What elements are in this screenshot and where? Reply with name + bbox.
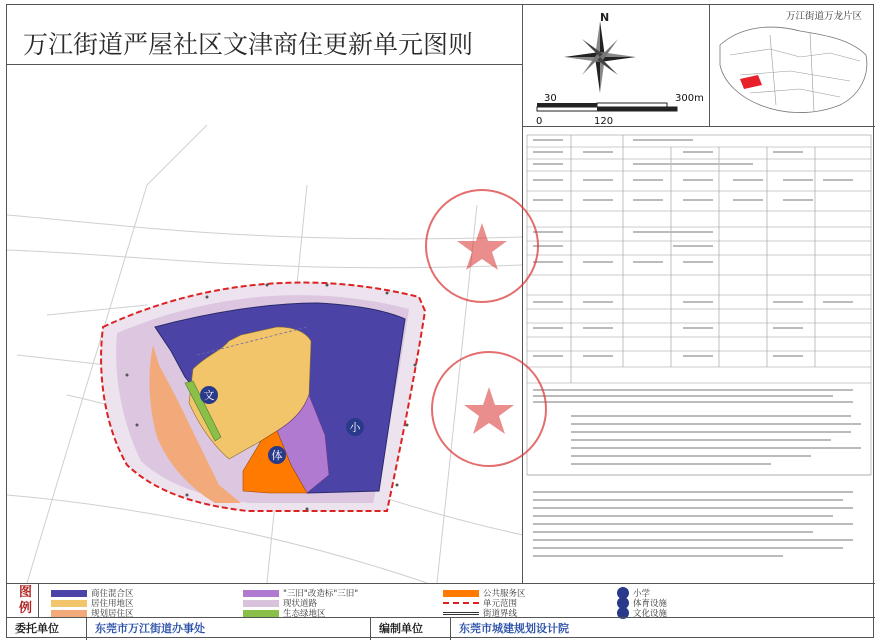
scale-mark-0: 0	[536, 116, 543, 127]
key-map-highlight	[740, 75, 762, 89]
legend-boundary: 街道界线	[443, 607, 517, 619]
designer-label: 编制单位	[371, 618, 451, 640]
legend-school-marker: 小学	[617, 587, 650, 599]
legend-planned: 规划居住区	[51, 607, 134, 619]
seal-stamp-top	[425, 189, 539, 303]
legend-swatch	[243, 590, 279, 597]
footer	[7, 617, 875, 639]
key-map-title: 万江街道万龙片区	[786, 11, 863, 22]
scale-bar-icon	[523, 5, 709, 127]
scale-mark-30: 30	[544, 93, 557, 104]
scale-mark-120: 120	[594, 116, 614, 127]
designer-value: 东莞市城建规划设计院	[459, 622, 569, 635]
client-value: 东莞市万江街道办事处	[87, 618, 371, 640]
legend-swatch	[243, 610, 279, 617]
sports-label: 体	[271, 449, 283, 462]
north-label: N	[600, 11, 610, 24]
seal-stamp-bottom	[431, 351, 547, 467]
legend-line	[443, 612, 479, 615]
compass-scale-box	[523, 5, 709, 127]
legend-road: 现状道路	[243, 597, 317, 609]
key-map	[709, 5, 875, 127]
map-canvas	[7, 65, 523, 583]
school-label: 小	[349, 421, 361, 434]
legend	[7, 583, 875, 617]
legend-sports-marker: 体育设施	[617, 597, 667, 609]
plan-map	[7, 65, 523, 583]
legend-swatch	[51, 610, 87, 617]
scale-mark-300: 300m	[675, 93, 704, 104]
legend-swatch	[443, 590, 479, 597]
key-map-outline	[710, 5, 876, 127]
legend-swatch	[51, 590, 87, 597]
legend-swatch	[243, 600, 279, 607]
legend-residential-commercial: 商住混合区	[51, 587, 134, 599]
legend-update: "三旧"改造标"三旧"	[243, 587, 358, 599]
page-title: 万江街道严屋社区文津商住更新单元图则	[23, 30, 474, 59]
legend-public: 公共服务区	[443, 587, 526, 599]
legend-residential: 居住用地区	[51, 597, 134, 609]
legend-culture-marker: 文化设施	[617, 607, 667, 619]
client-label: 委托单位	[7, 618, 87, 640]
legend-line	[443, 602, 479, 604]
legend-title: 图例	[13, 584, 39, 618]
legend-green: 生态绿地区	[243, 607, 326, 619]
plan-sheet	[6, 4, 874, 638]
indicator-table	[523, 127, 875, 583]
indicator-panel	[523, 127, 875, 583]
legend-red-line: 单元范围	[443, 597, 517, 609]
title-bar	[7, 5, 523, 65]
legend-swatch	[51, 600, 87, 607]
culture-label: 文	[203, 389, 215, 402]
